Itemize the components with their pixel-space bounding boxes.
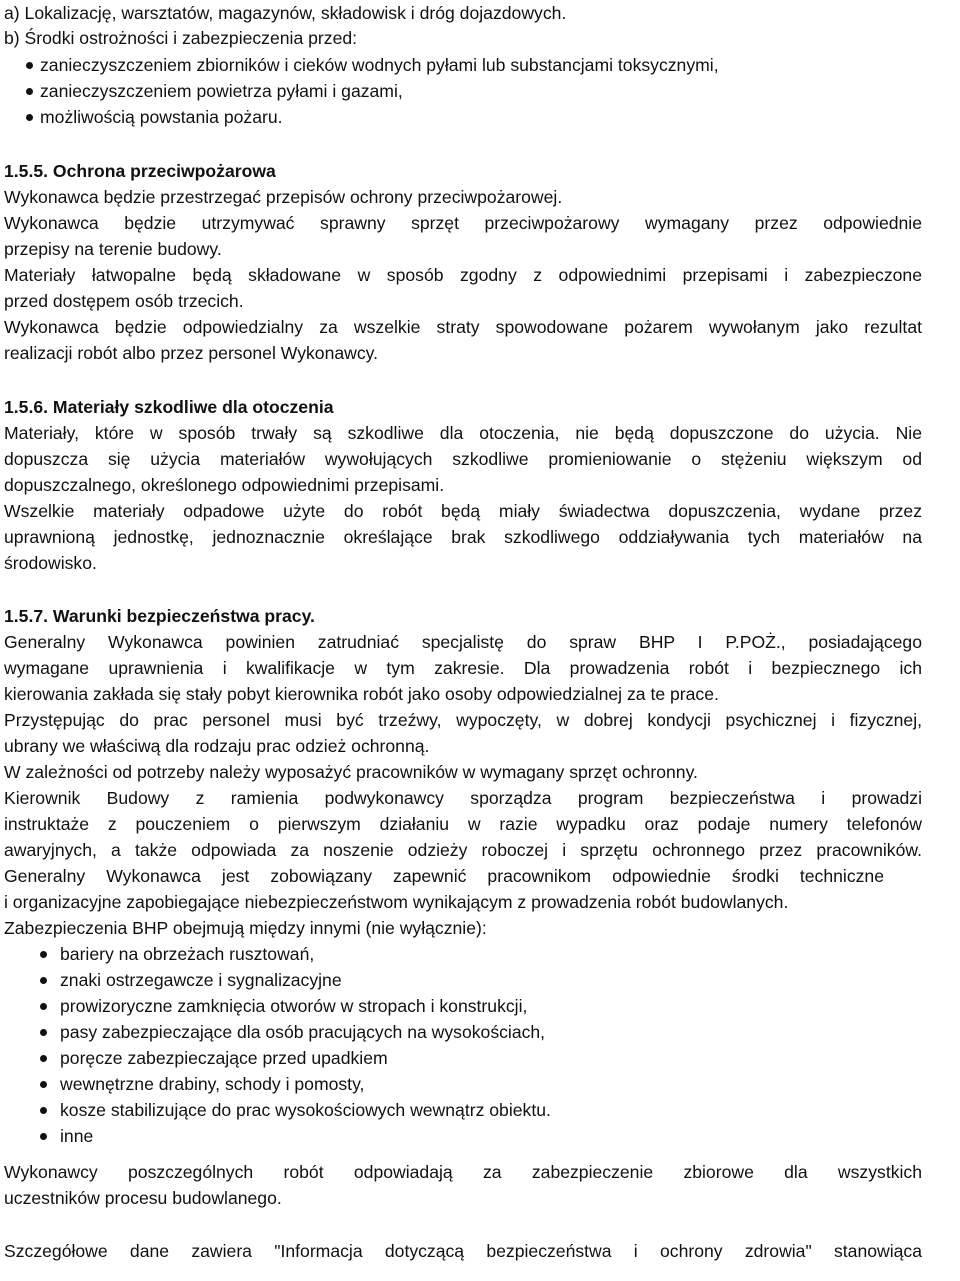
paragraph-line: Kierownik Budowy z ramienia podwykonawcy sporządza program bezpieczeństwa i prowadzi (4, 788, 922, 808)
paragraph-line: dopuszcza się użycia materiałów wywołujących szkodliwe promieniowanie o stężeniu większym od (4, 449, 922, 469)
list-item: prowizoryczne zamknięcia otworów w stropach i konstrukcji, (60, 996, 528, 1016)
paragraph-line: środowisko. (4, 553, 97, 573)
paragraph-line: Wykonawca będzie odpowiedzialny za wszelkie straty spowodowane pożarem wywołanym jako rezultat (4, 317, 922, 337)
paragraph-line: Generalny Wykonawca powinien zatrudniać specjalistę do spraw BHP I P.POŻ., posiadającego (4, 632, 922, 652)
paragraph-line: uczestników procesu budowlanego. (4, 1188, 282, 1208)
list-item: zanieczyszczeniem zbiorników i cieków wodnych pyłami lub substancjami toksycznymi, (40, 55, 719, 75)
paragraph-line: przed dostępem osób trzecich. (4, 291, 244, 311)
paragraph-line: awaryjnych, a także odpowiada za noszenie odzieży roboczej i sprzętu ochronnego przez pracowników. (4, 840, 922, 860)
paragraph-line: Przystępując do prac personel musi być trzeźwy, wypoczęty, w dobrej kondycji psychicznej i fizycznej, (4, 710, 922, 730)
bullet-icon (26, 88, 33, 95)
section-heading: 1.5.6. Materiały szkodliwe dla otoczenia (4, 397, 334, 417)
paragraph-line: instruktaże z pouczeniem o pierwszym działaniu w razie wypadku oraz podaje numery telefonów (4, 814, 922, 834)
section-heading: 1.5.7. Warunki bezpieczeństwa pracy. (4, 606, 315, 626)
bullet-icon (26, 62, 33, 69)
section-heading: 1.5.5. Ochrona przeciwpożarowa (4, 161, 276, 181)
paragraph-line: Wykonawcy poszczególnych robót odpowiadają za zabezpieczenie zbiorowe dla wszystkich (4, 1162, 922, 1182)
paragraph-line: Generalny Wykonawca jest zobowiązany zapewnić pracownikom odpowiednie środki techniczne (4, 866, 884, 886)
paragraph-line: przepisy na terenie budowy. (4, 239, 222, 259)
list-item: poręcze zabezpieczające przed upadkiem (60, 1048, 388, 1068)
bullet-icon (26, 114, 33, 121)
paragraph-line: b) Środki ostrożności i zabezpieczenia przed: (4, 28, 358, 48)
paragraph-line: dopuszczalnego, określonego odpowiednimi przepisami. (4, 475, 445, 495)
paragraph-line: Materiały łatwopalne będą składowane w sposób zgodny z odpowiednimi przepisami i zabezpieczone (4, 265, 922, 285)
paragraph-line: Wykonawca będzie utrzymywać sprawny sprzęt przeciwpożarowy wymagany przez odpowiednie (4, 213, 922, 233)
list-item: zanieczyszczeniem powietrza pyłami i gazami, (40, 81, 403, 101)
list-item: inne (60, 1126, 94, 1146)
paragraph-line: wymagane uprawnienia i kwalifikacje w tym zakresie. Dla prowadzenia robót i bezpiecznego ich (4, 658, 922, 678)
bullet-icon (40, 1133, 47, 1140)
paragraph-line: a) Lokalizację, warsztatów, magazynów, składowisk i dróg dojazdowych. (4, 3, 567, 23)
bullet-icon (40, 1055, 47, 1062)
paragraph-line: W zależności od potrzeby należy wyposażyć pracowników w wymagany sprzęt ochronny. (4, 762, 698, 782)
list-item: kosze stabilizujące do prac wysokościowych wewnątrz obiektu. (60, 1100, 551, 1120)
paragraph-line: ubrany we właściwą dla rodzaju prac odzież ochronną. (4, 736, 430, 756)
list-item: bariery na obrzeżach rusztowań, (60, 944, 315, 964)
bullet-icon (40, 977, 47, 984)
bullet-icon (40, 1029, 47, 1036)
list-item: możliwością powstania pożaru. (40, 107, 283, 127)
list-item: znaki ostrzegawcze i sygnalizacyjne (60, 970, 342, 990)
bullet-icon (40, 1081, 47, 1088)
paragraph-line: Szczegółowe dane zawiera "Informacja dotyczącą bezpieczeństwa i ochrony zdrowia" stanowiąca (4, 1241, 922, 1261)
bullet-icon (40, 1107, 47, 1114)
paragraph-line: i organizacyjne zapobiegające niebezpieczeństwom wynikającym z prowadzenia robót budowlanych. (4, 892, 789, 912)
bullet-icon (40, 1003, 47, 1010)
bullet-icon (40, 951, 47, 958)
list-item: pasy zabezpieczające dla osób pracujących na wysokościach, (60, 1022, 546, 1042)
paragraph-line: kierowania zakłada się stały pobyt kierownika robót jako osoby odpowiedzialnej za te prace. (4, 684, 719, 704)
paragraph-line: Wykonawca będzie przestrzegać przepisów ochrony przeciwpożarowej. (4, 187, 563, 207)
list-item: wewnętrzne drabiny, schody i pomosty, (60, 1074, 365, 1094)
paragraph-line: Wszelkie materiały odpadowe użyte do robót będą miały świadectwa dopuszczenia, wydane przez (4, 501, 922, 521)
paragraph-line: realizacji robót albo przez personel Wykonawcy. (4, 343, 379, 363)
paragraph-line: Materiały, które w sposób trwały są szkodliwe dla otoczenia, nie będą dopuszczone do użycia. Nie (4, 423, 922, 443)
paragraph-line: Zabezpieczenia BHP obejmują między innymi (nie wyłącznie): (4, 918, 487, 938)
paragraph-line: uprawnioną jednostkę, jednoznacznie określające brak szkodliwego oddziaływania tych materiałów na (4, 527, 922, 547)
